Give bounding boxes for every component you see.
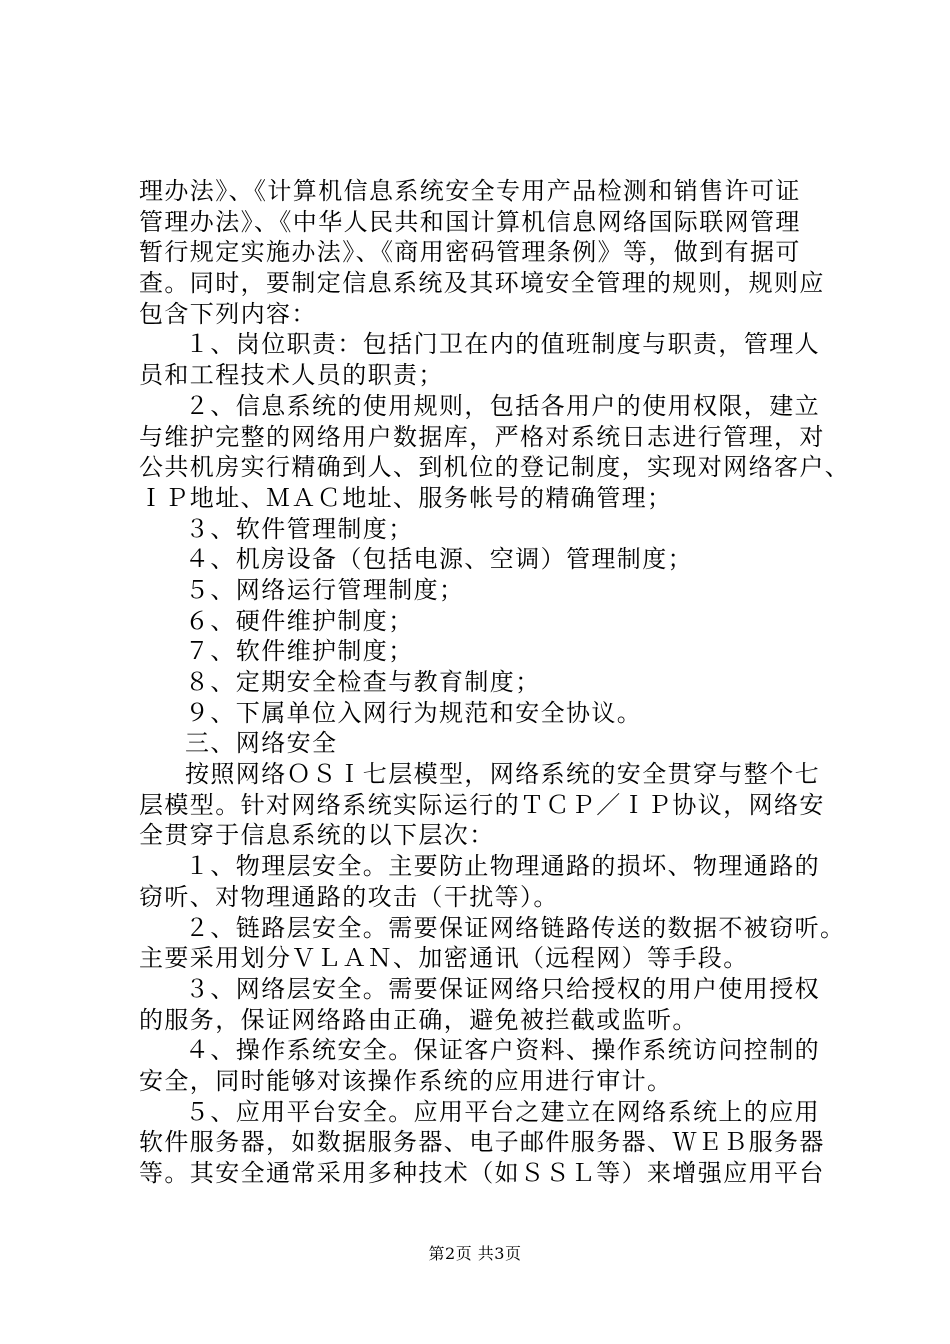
text-line: ５、应用平台安全。应用平台之建立在网络系统上的应用 <box>185 1097 820 1126</box>
text-line: 管理办法》、《中华人民共和国计算机信息网络国际联网管理 <box>139 207 801 236</box>
text-line: ２、信息系统的使用规则，包括各用户的使用权限，建立 <box>185 391 820 420</box>
text-line: ３、软件管理制度； <box>185 514 414 543</box>
text-line: 按照网络ＯＳＩ七层模型，网络系统的安全贯穿与整个七 <box>185 760 820 789</box>
text-line: 暂行规定实施办法》、《商用密码管理条例》等，做到有据可 <box>139 238 801 267</box>
text-line: ２、链路层安全。需要保证网络链路传送的数据不被窃听。 <box>185 913 846 942</box>
text-line: 安全，同时能够对该操作系统的应用进行审计。 <box>139 1066 673 1095</box>
text-line: 三、网络安全 <box>185 729 338 758</box>
text-line: ４、机房设备（包括电源、空调）管理制度； <box>185 545 693 574</box>
text-line: ９、下属单位入网行为规范和安全协议。 <box>185 698 643 727</box>
text-line: ＩＰ地址、ＭＡＣ地址、服务帐号的精确管理； <box>139 483 673 512</box>
text-line: 与维护完整的网络用户数据库，严格对系统日志进行管理，对 <box>139 422 825 451</box>
text-line: 员和工程技术人员的职责； <box>139 361 444 390</box>
text-line: 查。同时，要制定信息系统及其环境安全管理的规则，规则应 <box>139 269 825 298</box>
text-line: ７、软件维护制度； <box>185 637 414 666</box>
page-footer: 第2页 共3页 <box>428 1244 522 1263</box>
text-line: ３、网络层安全。需要保证网络只给授权的用户使用授权 <box>185 974 820 1003</box>
text-line: ６、硬件维护制度； <box>185 606 414 635</box>
text-line: 公共机房实行精确到人、到机位的登记制度，实现对网络客户、 <box>139 453 851 482</box>
text-line: １、物理层安全。主要防止物理通路的损坏、物理通路的 <box>185 852 820 881</box>
text-line: 全贯穿于信息系统的以下层次： <box>139 821 495 850</box>
document-body <box>139 176 851 1189</box>
text-line: 理办法》、《计算机信息系统安全专用产品检测和销售许可证 <box>139 177 801 205</box>
text-line: 包含下列内容： <box>139 299 317 328</box>
text-line: 主要采用划分ＶＬＡＮ、加密通讯（远程网）等手段。 <box>139 944 749 973</box>
text-line: 的服务，保证网络路由正确，避免被拦截或监听。 <box>139 1005 698 1034</box>
text-line: ５、网络运行管理制度； <box>185 575 465 604</box>
text-line: １、岗位职责：包括门卫在内的值班制度与职责，管理人 <box>185 330 820 359</box>
text-line: 层模型。针对网络系统实际运行的ＴＣＰ／ＩＰ协议，网络安 <box>139 790 825 819</box>
text-line: 软件服务器，如数据服务器、电子邮件服务器、ＷＥＢ服务器 <box>139 1128 825 1157</box>
text-line: ８、定期安全检查与教育制度； <box>185 668 541 696</box>
text-line: 等。其安全通常采用多种技术（如ＳＳＬ等）来增强应用平台 <box>139 1159 825 1187</box>
text-line: 窃听、对物理通路的攻击（干扰等）。 <box>139 882 559 911</box>
text-line: ４、操作系统安全。保证客户资料、操作系统访问控制的 <box>185 1036 820 1065</box>
